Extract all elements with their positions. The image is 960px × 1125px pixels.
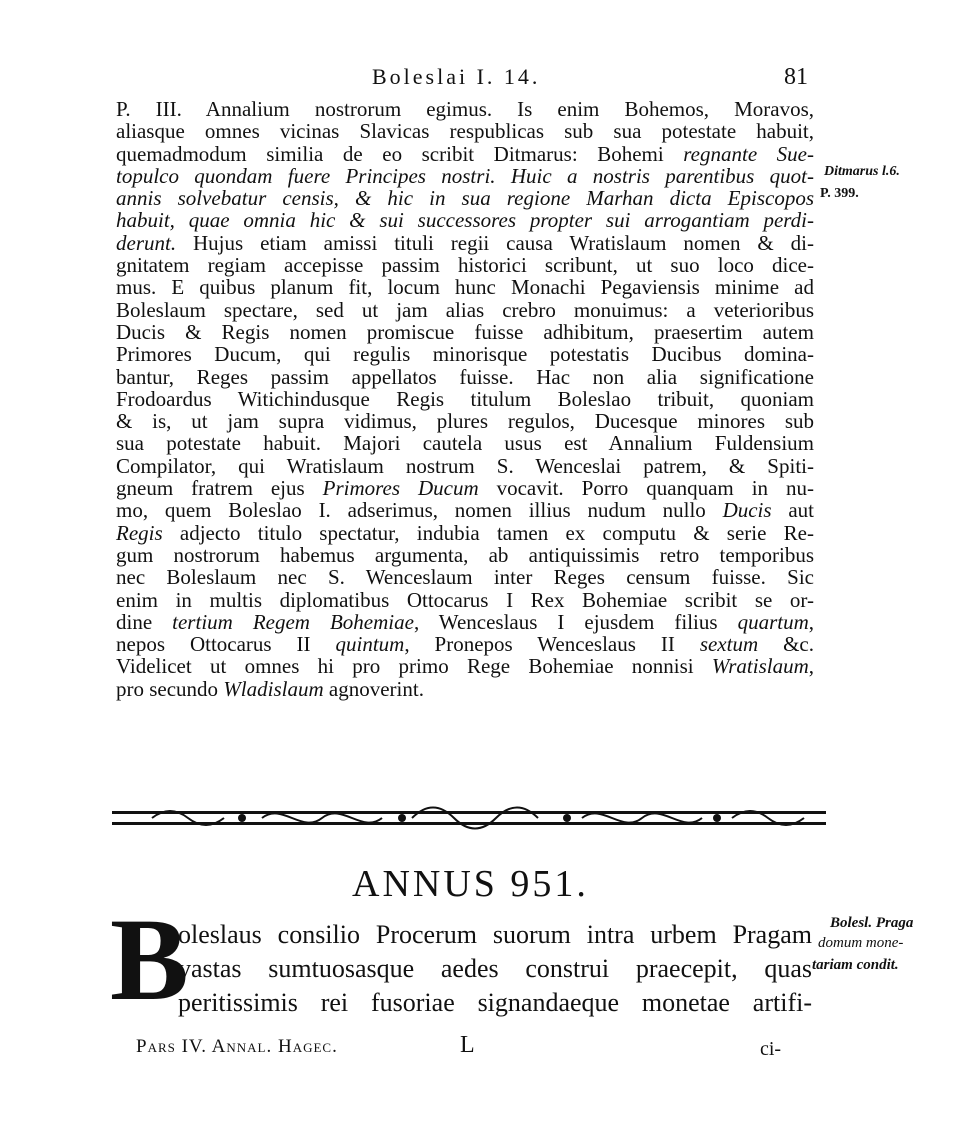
text-line [116,499,814,521]
footer-part: Pars IV. Annal. Hagec. [136,1036,338,1057]
text-span: , [808,654,814,679]
text-line [116,589,814,611]
scroll-mid-right [582,813,702,822]
page-number: 81 [784,64,808,90]
text-span: &c. [758,632,815,657]
italic-span: Regis [116,520,163,545]
text-span: quemadmodum similia de eo scribit Ditmarus: Bohemi [116,141,684,166]
italic-span: quartum [737,609,809,634]
italic-span: Primores Ducum [322,476,479,501]
text-span: mus. E quibus planum fit, locum hunc Monachi Pegaviensis minime ad [116,275,814,300]
italic-span: annis solvebatur censis, & hic in sua regione Marhan dicta Episcopos [116,186,814,211]
text-span: Boleslaum spectare, sed ut jam alias crebro monuimus: a veterioribus [116,297,814,322]
text-line [116,209,814,231]
text-span: nepos Ottocarus II [116,632,336,657]
paragraph-1 [116,98,814,700]
text-line [116,187,814,209]
text-line: peritissimis rei fusoriae signandaeque monetae artifi- [178,988,812,1017]
footer-signature: L [460,1032,475,1058]
text-span: nec Boleslaum nec S. Wenceslaum inter Reges censum fuisse. Sic [116,565,814,590]
ornamental-divider [112,800,826,836]
italic-span: tertium Regem Bohemiae [172,609,414,634]
text-span: enim in multis diplomatibus Ottocarus I Rex Bohemiae scribit se or- [116,587,814,612]
text-line [116,611,814,633]
text-span: gnitatem regiam accepisse passim historici scribunt, ut suo loco dice- [116,253,814,278]
text-span: vocavit. Porro quanquam in nu- [478,476,814,501]
drop-cap: B [110,894,189,1025]
scroll-mid-left [262,813,382,822]
divider-bar-top [112,811,826,814]
text-line [116,232,814,254]
margin-note-1-line-2: P. 399. [820,186,859,201]
text-span: bantur, Reges passim appellatos fuisse. Hac non alia significatione [116,364,814,389]
text-line [116,410,814,432]
margin-note-2-line-2: domum mone- [818,935,904,951]
scroll-center [412,808,538,829]
text-span: , Wenceslaus I ejusdem filius [413,609,738,634]
text-line [116,321,814,343]
text-line [116,477,814,499]
text-line [116,299,814,321]
italic-span: derunt. [116,230,177,255]
margin-note-1-line-1: Ditmarus l.6. [824,164,900,179]
text-span: aut [771,498,814,523]
text-span: Videlicet ut omnes hi pro primo Rege Bohemiae nonnisi [116,654,712,679]
text-line [116,120,814,142]
text-span: Primores Ducum, qui regulis minorisque potestatis Ducibus domina- [116,342,814,367]
ornament-dot [398,814,406,822]
italic-span: sextum [699,632,759,657]
text-span: agnoverint. [323,676,424,701]
text-line [116,254,814,276]
text-span: adjecto titulo spectatur, indubia tamen ex computu & serie Re- [162,520,814,545]
italic-span: Wratislaum [711,654,809,679]
text-span: sua potestate habuit. Majori cautela usus est Annalium Fuldensium [116,431,814,456]
text-line [116,544,814,566]
text-span: , [808,609,814,634]
text-span: Compilator, qui Wratislaum nostrum S. Wenceslai patrem, & Spiti- [116,453,814,478]
text-span: & is, ut jam supra vidimus, plures regulos, Ducesque minores sub [116,409,814,434]
margin-note-2-line-1: Bolesl. Praga [830,915,914,931]
italic-span: Wladislaum [223,676,324,701]
text-line: vastas sumtuosasque aedes construi praecepit, quas [178,954,812,983]
text-span: P. III. Annalium nostrorum egimus. Is enim Bohemos, Moravos, [116,97,814,121]
ornament-dot [563,814,571,822]
text-line [116,432,814,454]
ornament-dot [713,814,721,822]
ornament-dot [238,814,246,822]
divider-bar-bottom [112,822,826,825]
italic-span: regnante Sue- [683,141,814,166]
paragraph-2 [178,918,812,1020]
text-span: dine [116,609,173,634]
footer-catchword: ci- [760,1038,782,1060]
year-heading: ANNUS 951. [352,863,589,905]
text-span: gum nostrorum habemus argumenta, ab antiquissimis retro temporibus [116,542,814,567]
running-header: Boleslai I. 14. [372,64,541,89]
text-span: pro secundo [116,676,224,701]
text-line [116,455,814,477]
italic-span: Ducis [722,498,772,523]
text-span: , Pronepos Wenceslaus II [404,632,700,657]
text-span: Ducis & Regis nomen promiscue fuisse adhibitum, praesertim autem [116,319,814,344]
italic-span: topulco quondam fuere Principes nostri. Huic a nostris parentibus quot- [116,163,814,188]
italic-span: quintum [335,632,405,657]
text-line [116,388,814,410]
text-line: oleslaus consilio Procerum suorum intra urbem Pragam [178,920,812,949]
text-span: aliasque omnes vicinas Slavicas respublicas sub sua potestate habuit, [116,119,814,144]
text-line [116,276,814,298]
text-line [116,655,814,677]
text-line [116,678,814,700]
text-line [116,143,814,165]
text-span: gneum fratrem ejus [116,476,323,501]
text-line [116,633,814,655]
text-line [116,165,814,187]
italic-span: habuit, quae omnia hic & sui successores propter sui arrogantiam perdi- [116,208,814,233]
text-line [116,98,814,120]
text-span: mo, quem Boleslao I. adserimus, nomen illius nudum nullo [116,498,723,523]
text-line [116,522,814,544]
text-span: Frodoardus Witichindusque Regis titulum Boleslao tribuit, quoniam [116,386,814,411]
text-span: Hujus etiam amissi tituli regii causa Wratislaum nomen & di- [176,230,814,255]
text-line [116,366,814,388]
margin-note-2-line-3: tariam condit. [812,957,899,973]
text-line [116,343,814,365]
text-line [116,566,814,588]
